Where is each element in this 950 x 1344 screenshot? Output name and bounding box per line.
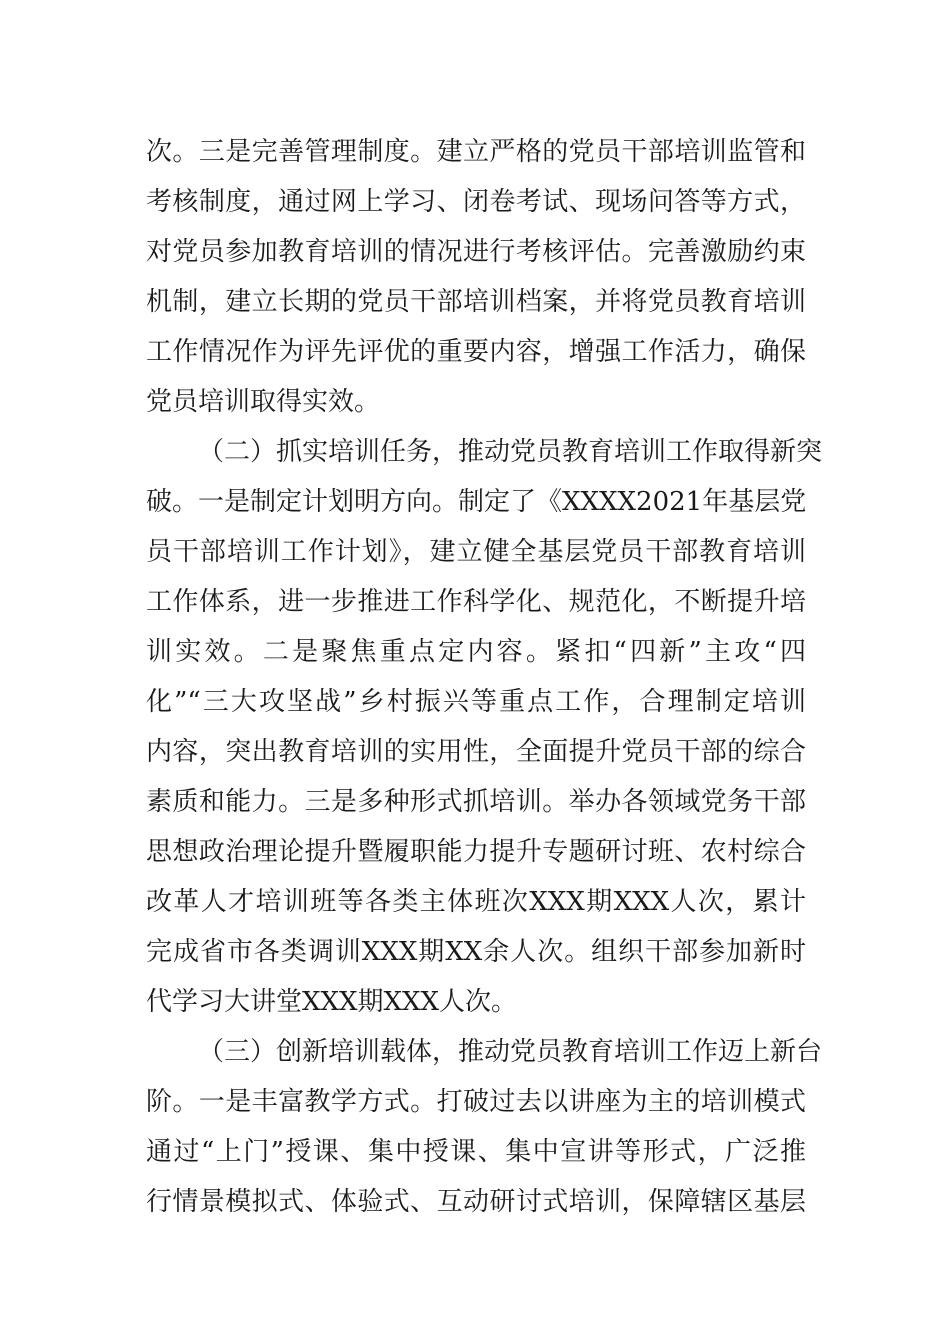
text-line: 破。一是制定计划明方向。制定了《XXXX2021年基层党 <box>146 487 807 517</box>
text-line: 改革人才培训班等各类主体班次XXX期XXX人次，累计 <box>146 887 806 917</box>
text-line: 完成省市各类调训XXX期XX余人次。组织干部参加新时 <box>146 937 806 967</box>
text-line: （三）创新培训载体，推动党员教育培训工作迈上新台 <box>198 1037 823 1067</box>
text-line: 代学习大讲堂XXX期XXX人次。 <box>146 987 518 1017</box>
text-line: 机制，建立长期的党员干部培训档案，并将党员教育培训 <box>146 287 806 317</box>
text-line: 化”“三大攻坚战”乡村振兴等重点工作，合理制定培训 <box>146 687 806 717</box>
text-line: 思想政治理论提升暨履职能力提升专题研讨班、农村综合 <box>146 837 806 867</box>
text-line: 员干部培训工作计划》，建立健全基层党员干部教育培训 <box>146 537 806 567</box>
text-line: 内容，突出教育培训的实用性，全面提升党员干部的综合 <box>146 737 806 767</box>
text-line: 工作情况作为评先评优的重要内容，增强工作活力，确保 <box>146 337 806 367</box>
body-text <box>146 127 823 1227</box>
text-line: 阶。一是丰富教学方式。打破过去以讲座为主的培训模式 <box>146 1087 806 1117</box>
text-line: 工作体系，进一步推进工作科学化、规范化，不断提升培 <box>146 587 806 617</box>
text-line: 通过“上门”授课、集中授课、集中宣讲等形式，广泛推 <box>146 1137 806 1167</box>
text-line: 行情景模拟式、体验式、互动研讨式培训，保障辖区基层 <box>146 1187 806 1217</box>
text-line: 次。三是完善管理制度。建立严格的党员干部培训监管和 <box>146 137 806 167</box>
text-line: 对党员参加教育培训的情况进行考核评估。完善激励约束 <box>146 237 806 267</box>
paragraph-2 <box>146 427 823 1027</box>
paragraph-1 <box>146 127 806 427</box>
text-line: 素质和能力。三是多种形式抓培训。举办各领域党务干部 <box>146 787 806 817</box>
paragraph-3 <box>146 1027 823 1227</box>
text-line: （二）抓实培训任务，推动党员教育培训工作取得新突 <box>198 437 823 467</box>
text-line: 党员培训取得实效。 <box>146 387 381 417</box>
text-line: 考核制度，通过网上学习、闭卷考试、现场问答等方式， <box>146 187 806 217</box>
text-line: 训实效。二是聚焦重点定内容。紧扣“四新”主攻“四 <box>146 637 806 667</box>
